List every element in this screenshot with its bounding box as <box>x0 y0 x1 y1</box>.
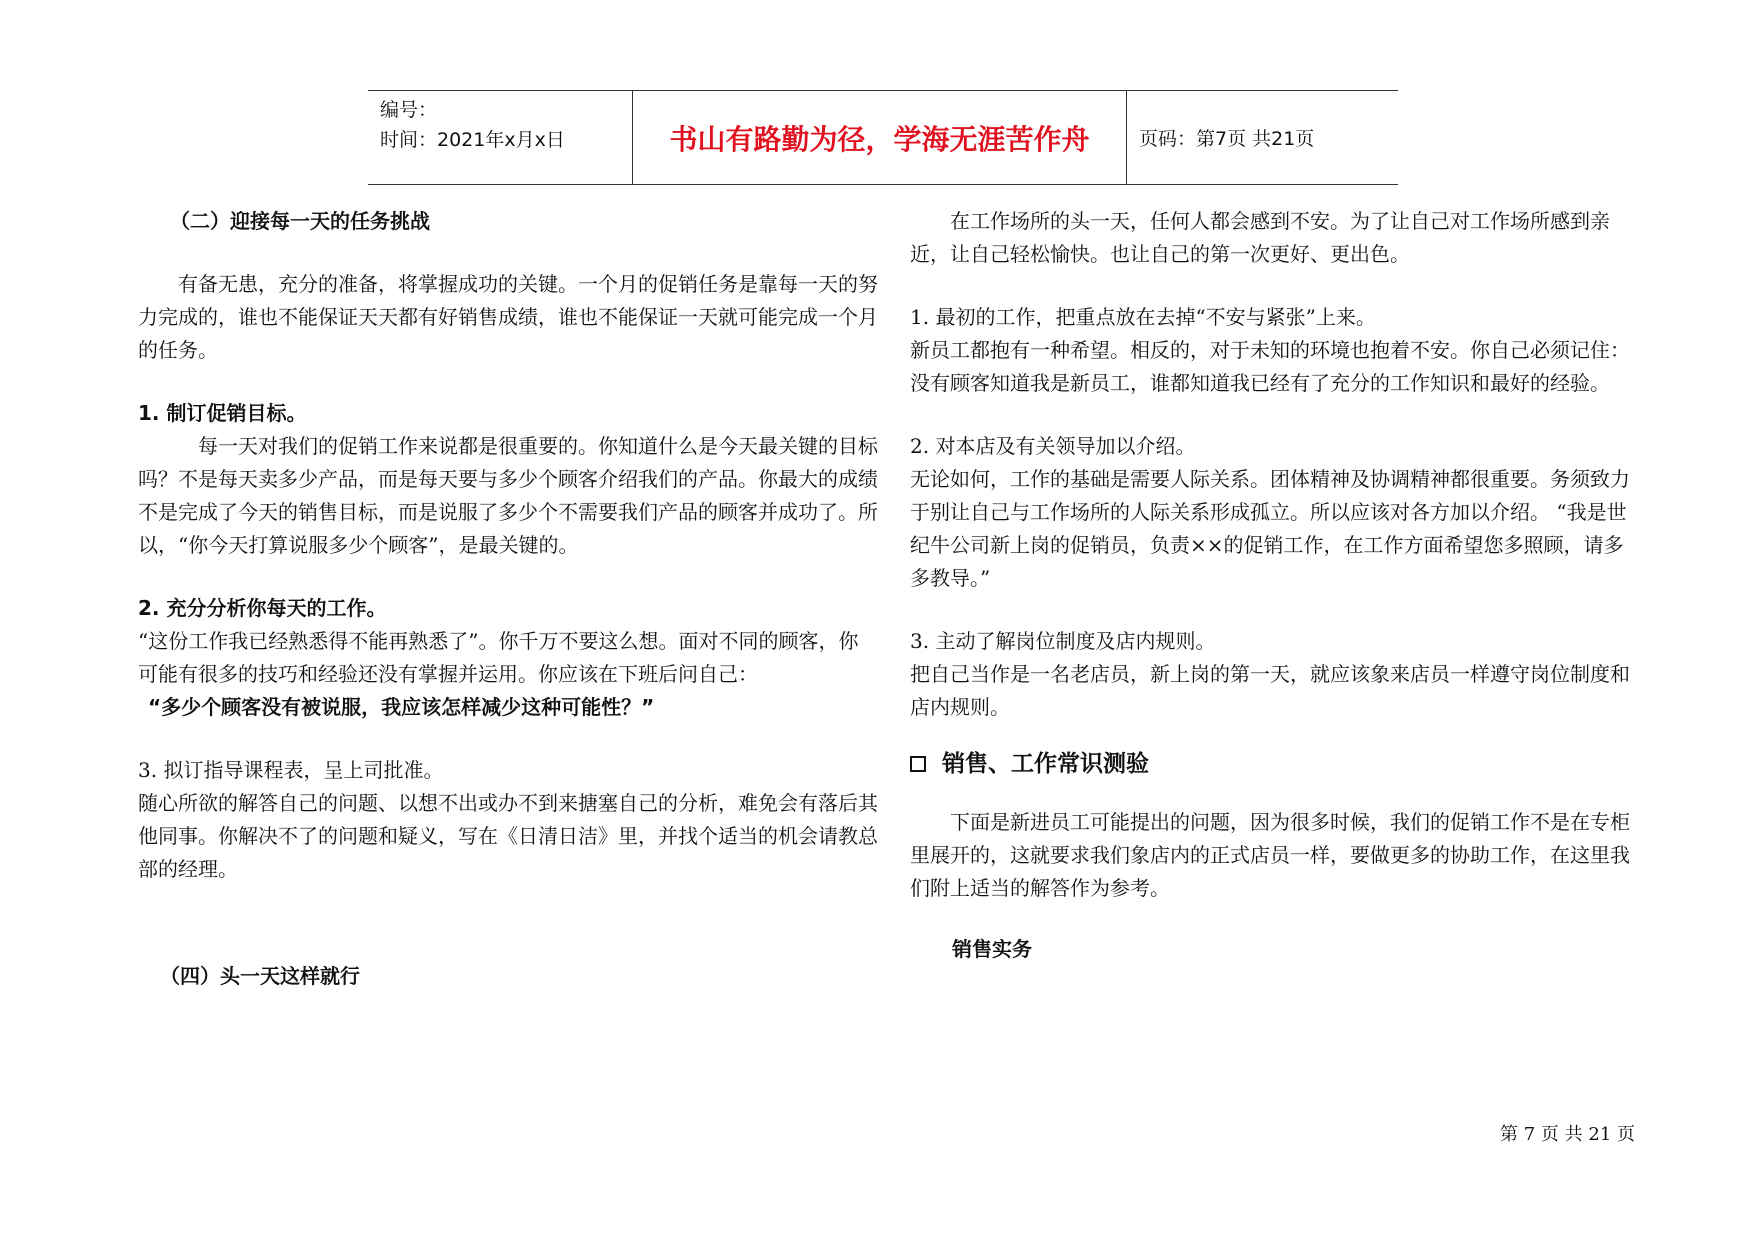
item2-quote: “多少个顾客没有被说服，我应该怎样减少这种可能性？” <box>148 695 655 719</box>
section-heading-label: 销售、工作常识测验 <box>942 751 1149 777</box>
page-footer: 第 7 页 共 21 页 <box>1500 1124 1635 1145</box>
right-item2-title: 2. 对本店及有关领导加以介绍。 <box>910 434 1196 458</box>
checkbox-square-icon <box>910 756 926 772</box>
section-title: （二）迎接每一天的任务挑战 <box>170 209 430 233</box>
section-body: 下面是新进员工可能提出的问题，因为很多时候，我们的促销工作不是在专柜里展开的，这就要求我们象店内的正式店员一样，要做更多的协助工作，在这里我们附上适当的解答作为参考。 <box>910 810 1630 900</box>
right-column <box>910 205 1640 966</box>
right-item1-title: 1. 最初的工作，把重点放在去掉“不安与紧张”上来。 <box>910 305 1376 329</box>
item2-title: 2. 充分分析你每天的工作。 <box>138 596 387 620</box>
item1-body: 每一天对我们的促销工作来说都是很重要的。你知道什么是今天最关键的目标吗？不是每天卖多少产品，而是每天要与多少个顾客介绍我们的产品。你最大的成绩不是完成了今天的销售目标，而是说服了多少个不需要我们产品的顾客并成功了。所以，“你今天打算说服多少个顾客”，是最关键的。 <box>138 434 878 557</box>
item2-body: “这份工作我已经熟悉得不能再熟悉了”。你千万不要这么想。面对不同的顾客，你可能有很多的技巧和经验还没有掌握并运用。你应该在下班后问自己： <box>138 629 859 686</box>
section-heading <box>910 746 1640 782</box>
section4-title: （四）头一天这样就行 <box>160 964 360 988</box>
right-item3-title: 3. 主动了解岗位制度及店内规则。 <box>910 629 1216 653</box>
item3-body: 随心所欲的解答自己的问题、以想不出或办不到来搪塞自己的分析，难免会有落后其他同事。你解决不了的问题和疑义，写在《日清日洁》里，并找个适当的机会请教总部的经理。 <box>138 791 878 881</box>
time-label: 时间：2021年x月x日 <box>380 129 565 151</box>
right-item3-body: 把自己当作是一名老店员，新上岗的第一天，就应该象来店员一样遵守岗位制度和店内规则。 <box>910 662 1630 719</box>
item3-title: 3. 拟订指导课程表，呈上司批准。 <box>138 758 444 782</box>
number-label: 编号： <box>380 99 438 121</box>
motto: 书山有路勤为径，学海无涯苦作舟 <box>633 91 1127 184</box>
intro-paragraph: 有备无患，充分的准备，将掌握成功的关键。一个月的促销任务是靠每一天的努力完成的，谁也不能保证天天都有好销售成绩，谁也不能保证一天就可能完成一个月的任务。 <box>138 272 878 362</box>
item1-title: 1. 制订促销目标。 <box>138 401 307 425</box>
right-item1-body: 新员工都抱有一种希望。相反的，对于未知的环境也抱着不安。你自己必须记住：没有顾客知道我是新员工，谁都知道我已经有了充分的工作知识和最好的经验。 <box>910 338 1630 395</box>
header-table <box>368 90 1398 185</box>
right-intro: 在工作场所的头一天，任何人都会感到不安。为了让自己对工作场所感到亲近，让自己轻松愉快。也让自己的第一次更好、更出色。 <box>910 209 1610 266</box>
sub-title: 销售实务 <box>952 937 1032 961</box>
header-info-cell <box>368 91 633 184</box>
right-item2-body: 无论如何，工作的基础是需要人际关系。团体精神及协调精神都很重要。务须致力于别让自己与工作场所的人际关系形成孤立。所以应该对各方加以介绍。 “我是世纪牛公司新上岗的促销员，负责××的促销工作，在工作方面希望您多照顾，请多多教导。” <box>910 467 1630 590</box>
page-label: 页码：第7页 共21页 <box>1139 128 1315 150</box>
left-column <box>138 205 878 993</box>
